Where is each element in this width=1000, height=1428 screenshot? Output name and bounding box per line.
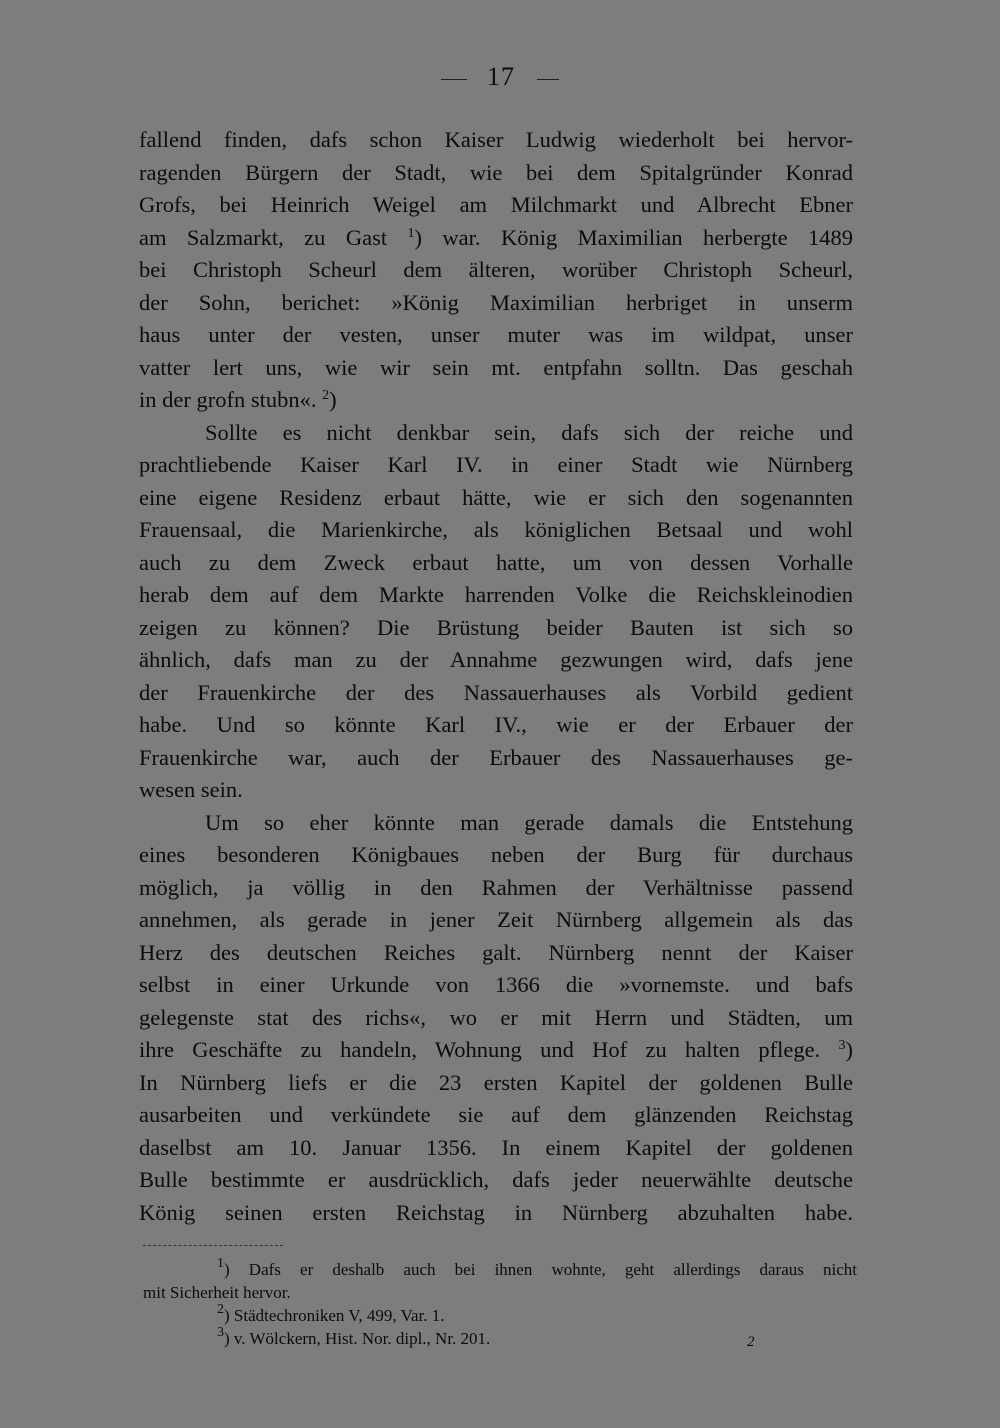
footnote-text: mit Sicherheit hervor. xyxy=(143,1283,291,1302)
signature-mark: 2 xyxy=(747,1334,755,1350)
text-line-content: ausarbeiten und verkündete sie auf dem glänzenden Reichstag xyxy=(139,1102,853,1127)
text-line xyxy=(139,1099,853,1132)
text-line-content: gelegenste stat des richs«, wo er mit Herrn und Städten, um xyxy=(139,1004,853,1030)
footnote-mark: 3 xyxy=(217,1325,224,1340)
text-line-content: der Sohn, berichet: »König Maximilian herbriget in unserm xyxy=(139,289,853,315)
text-line-content: herab dem auf dem Markte harrenden Volke die Reichskleinodien xyxy=(139,582,853,607)
text-line xyxy=(139,1067,853,1100)
text-line-content: habe. Und so könnte Karl IV., wie er der Erbauer der xyxy=(139,712,853,737)
text-line-content: Um so eher könnte man gerade damals die Entstehung xyxy=(205,809,853,835)
text-line xyxy=(139,157,853,190)
text-line-continuation: ) war. König Maximilian herbergte 1489 xyxy=(414,224,853,250)
text-line-content: eine eigene Residenz erbaut hätte, wie er sich den sogenannten xyxy=(139,484,853,510)
text-line xyxy=(139,644,853,677)
footnote-rule xyxy=(143,1245,283,1246)
page-number: 17 xyxy=(487,62,515,91)
text-line-content: haus unter der vesten, unser muter was im wildpat, unser xyxy=(139,322,853,347)
text-line-content: ragenden Bürgern der Stadt, wie bei dem Spitalgründer Konrad xyxy=(139,159,853,185)
footnote xyxy=(143,1258,857,1281)
footnote-reference: 2 xyxy=(322,388,330,403)
text-line xyxy=(139,449,853,482)
footnote-reference: 1 xyxy=(407,225,415,241)
text-line-content: ähnlich, dafs man zu der Annahme gezwungen wird, dafs jene xyxy=(139,647,853,672)
footnote-text: ) v. Wölckern, Hist. Nor. dipl., Nr. 201. xyxy=(224,1329,491,1348)
footnote-mark: 1 xyxy=(217,1256,224,1271)
footnote xyxy=(143,1304,857,1327)
text-line-content: fallend finden, dafs schon Kaiser Ludwig wiederholt bei hervor- xyxy=(139,127,853,152)
text-line-content: ihre Geschäfte zu handeln, Wohnung und Hof zu halten pflege. xyxy=(139,1037,839,1062)
text-line-content: Herz des deutschen Reiches galt. Nürnberg nennt der Kaiser xyxy=(139,939,853,965)
text-line xyxy=(139,254,853,287)
text-line-content: annehmen, als gerade in jener Zeit Nürnberg allgemein als das xyxy=(139,907,853,932)
text-line xyxy=(139,677,853,710)
text-line xyxy=(139,547,853,580)
body-text xyxy=(139,124,853,1229)
text-line-content: wesen sein. xyxy=(139,777,243,802)
footnote xyxy=(143,1281,857,1304)
text-line-content: in der grofn stubn«. xyxy=(139,387,323,412)
text-line-content: eines besonderen Königbaues neben der Burg für durchaus xyxy=(139,842,853,867)
footnote-text: ) Städtechroniken V, 499, Var. 1. xyxy=(224,1306,445,1325)
text-line xyxy=(139,937,853,970)
text-line-content: Frauensaal, die Marienkirche, als königlichen Betsaal und wohl xyxy=(139,517,853,542)
text-line-content: Sollte es nicht denkbar sein, dafs sich der reiche und xyxy=(205,419,853,445)
text-line xyxy=(139,1034,853,1067)
text-line-content: Bulle bestimmte er ausdrücklich, dafs jeder neuerwählte deutsche xyxy=(139,1167,853,1192)
text-line-content: prachtliebende Kaiser Karl IV. in einer Stadt wie Nürnberg xyxy=(139,452,853,477)
text-line-content: bei Christoph Scheurl dem älteren, worüber Christoph Scheurl, xyxy=(139,257,853,282)
text-line xyxy=(139,124,853,157)
footnote-reference: 3 xyxy=(838,1038,846,1053)
text-line-content: In Nürnberg liefs er die 23 ersten Kapitel der goldenen Bulle xyxy=(139,1069,853,1095)
text-line xyxy=(139,417,853,450)
text-line-content: der Frauenkirche der des Nassauerhauses als Vorbild gedient xyxy=(139,679,853,705)
text-line-content: auch zu dem Zweck erbaut hatte, um von dessen Vorhalle xyxy=(139,549,853,575)
text-line xyxy=(139,872,853,905)
text-line-continuation: ) xyxy=(329,387,337,412)
text-line xyxy=(139,384,853,417)
text-line-content: zeigen zu können? Die Brüstung beider Bauten ist sich so xyxy=(139,614,853,640)
text-line-content: vatter lert uns, wie wir sein mt. entpfahn solltn. Das geschah xyxy=(139,354,853,380)
header-dash-left xyxy=(441,79,467,80)
text-line xyxy=(139,969,853,1002)
text-line xyxy=(139,807,853,840)
text-line-continuation: ) xyxy=(845,1037,853,1062)
text-line xyxy=(139,742,853,775)
text-line xyxy=(139,1197,853,1230)
text-line xyxy=(139,189,853,222)
page-header xyxy=(0,62,1000,92)
text-line xyxy=(139,319,853,352)
text-line-content: König seinen ersten Reichstag in Nürnberg abzuhalten habe. xyxy=(139,1199,853,1225)
text-line xyxy=(139,1002,853,1035)
footnote-text: ) Dafs er deshalb auch bei ihnen wohnte, geht allerdings daraus nicht xyxy=(224,1260,857,1279)
text-line-content: selbst in einer Urkunde von 1366 die »vornemste. und bafs xyxy=(139,972,853,997)
text-line xyxy=(139,709,853,742)
text-line xyxy=(139,352,853,385)
text-line xyxy=(139,482,853,515)
text-line xyxy=(139,839,853,872)
text-line-content: daselbst am 10. Januar 1356. In einem Kapitel der goldenen xyxy=(139,1134,853,1160)
text-line-content: möglich, ja völlig in den Rahmen der Verhältnisse passend xyxy=(139,874,853,900)
text-line-content: Grofs, bei Heinrich Weigel am Milchmarkt und Albrecht Ebner xyxy=(139,192,853,217)
text-line xyxy=(139,514,853,547)
header-dash-right xyxy=(537,79,559,80)
text-line-content: am Salzmarkt, zu Gast xyxy=(139,224,408,250)
text-line xyxy=(139,579,853,612)
footnote-mark: 2 xyxy=(217,1302,224,1317)
text-line-content: Frauenkirche war, auch der Erbauer des Nassauerhauses ge- xyxy=(139,744,853,770)
text-line xyxy=(139,1132,853,1165)
text-line xyxy=(139,612,853,645)
text-line xyxy=(139,287,853,320)
text-line xyxy=(139,904,853,937)
text-line xyxy=(139,222,853,255)
text-line xyxy=(139,774,853,807)
text-line xyxy=(139,1164,853,1197)
